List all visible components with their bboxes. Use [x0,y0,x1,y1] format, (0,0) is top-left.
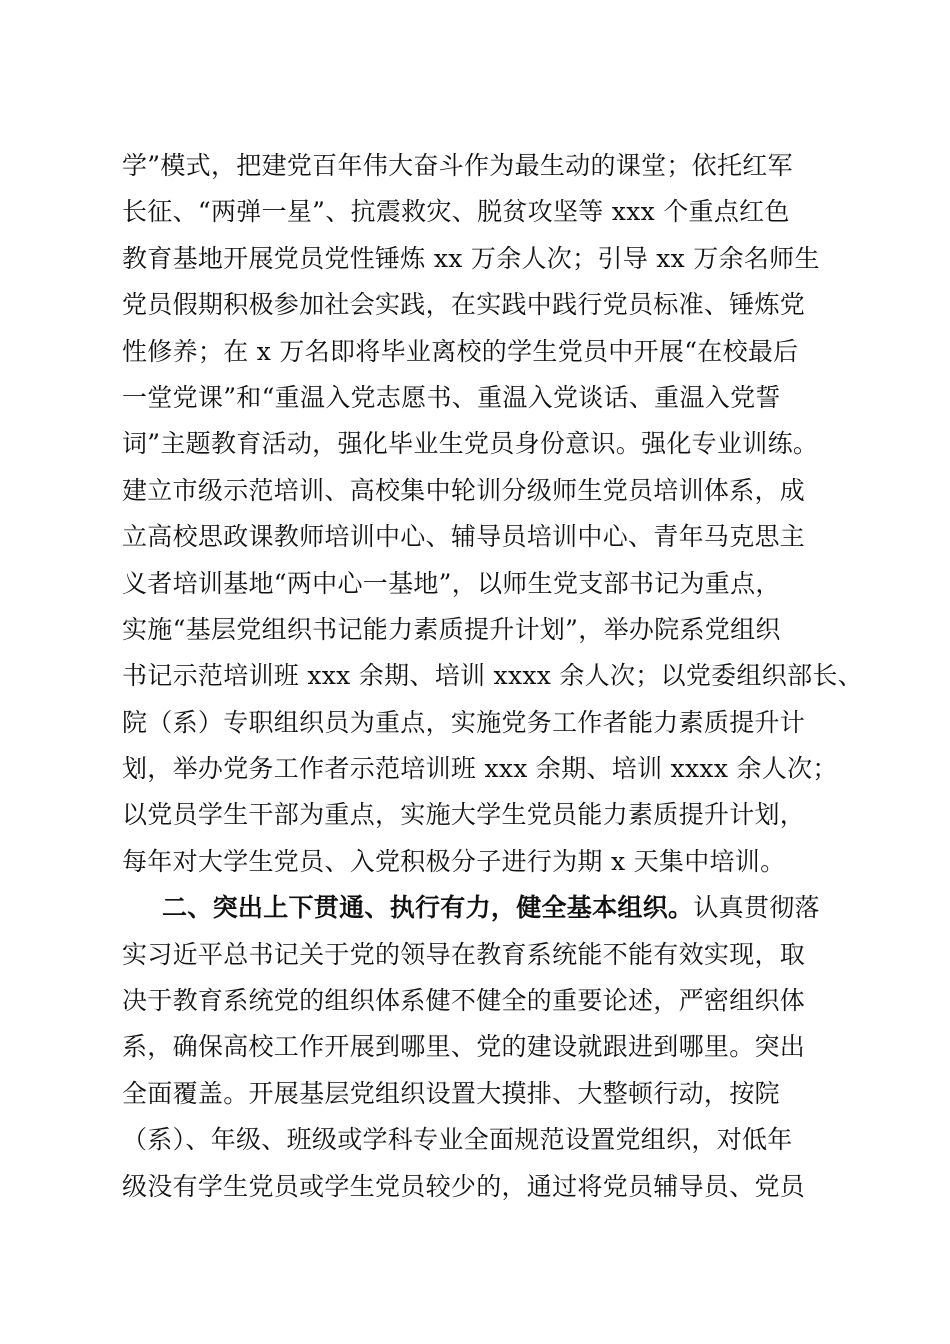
text-line: 教育基地开展党员党性锤炼 xx 万余人次；引导 xx 万余名师生 [122,243,820,273]
text-line: 以党员学生干部为重点，实施大学生党员能力素质提升计划， [122,800,806,830]
text-line: 每年对大学生党员、入党积极分子进行为期 x 天集中培训。 [122,846,786,876]
text-line: 决于教育系统党的组织体系健不健全的重要论述，严密组织体 [122,986,806,1016]
text-line: 系，确保高校工作开展到哪里、党的建设就跟进到哪里。突出 [122,1032,806,1062]
text-line: 立高校思政课教师培训中心、辅导员培训中心、青年马克思主 [122,522,806,552]
text-line: 书记示范培训班 xxx 余期、培训 xxxx 余人次；以党委组织部长、 [122,661,863,691]
text-line: 学”模式，把建党百年伟大奋斗作为最生动的课堂；依托红军 [122,151,793,180]
section-heading: 二、突出上下贯通、执行有力，健全基本组织。 [162,893,694,923]
text-line: 划，举办党务工作者示范培训班 xxx 余期、培训 xxxx 余人次； [122,754,838,784]
text-line: 词”主题教育活动，强化毕业生党员身份意识。强化专业训练。 [122,429,819,459]
section-first-line [122,885,832,931]
text-line: 党员假期积极参加社会实践，在实践中践行党员标准、锤炼党 [122,290,806,320]
text-line: 长征、“两弹一星”、抗震救灾、脱贫攻坚等 xxx 个重点红色 [122,197,790,227]
text-line: 实施“基层党组织书记能力素质提升计划”，举办院系党组织 [122,614,781,644]
text-line: 实习近平总书记关于党的领导在教育系统能不能有效实现，取 [122,939,806,969]
text-line: 性修养；在 x 万名即将毕业离校的学生党员中开展“在校最后 [122,336,799,366]
text-line: 级没有学生党员或学生党员较少的，通过将党员辅导员、党员 [122,1171,806,1201]
text-line: 义者培训基地“两中心一基地”，以师生党支部书记为重点， [122,568,781,598]
text-line: （系）、年级、班级或学科专业全面规范设置党组织，对低年 [122,1125,793,1155]
text-line: 院（系）专职组织员为重点，实施党务工作者能力素质提升计 [122,707,806,737]
text-line: 建立市级示范培训、高校集中轮训分级师生党员培训体系，成 [122,475,806,505]
body-text [122,143,863,1210]
section-first-line-rest: 认真贯彻落 [693,893,820,923]
text-line: 一堂党课”和“重温入党志愿书、重温入党谈话、重温入党誓 [122,382,781,412]
text-line: 全面覆盖。开展基层党组织设置大摸排、大整顿行动，按院 [122,1078,780,1108]
